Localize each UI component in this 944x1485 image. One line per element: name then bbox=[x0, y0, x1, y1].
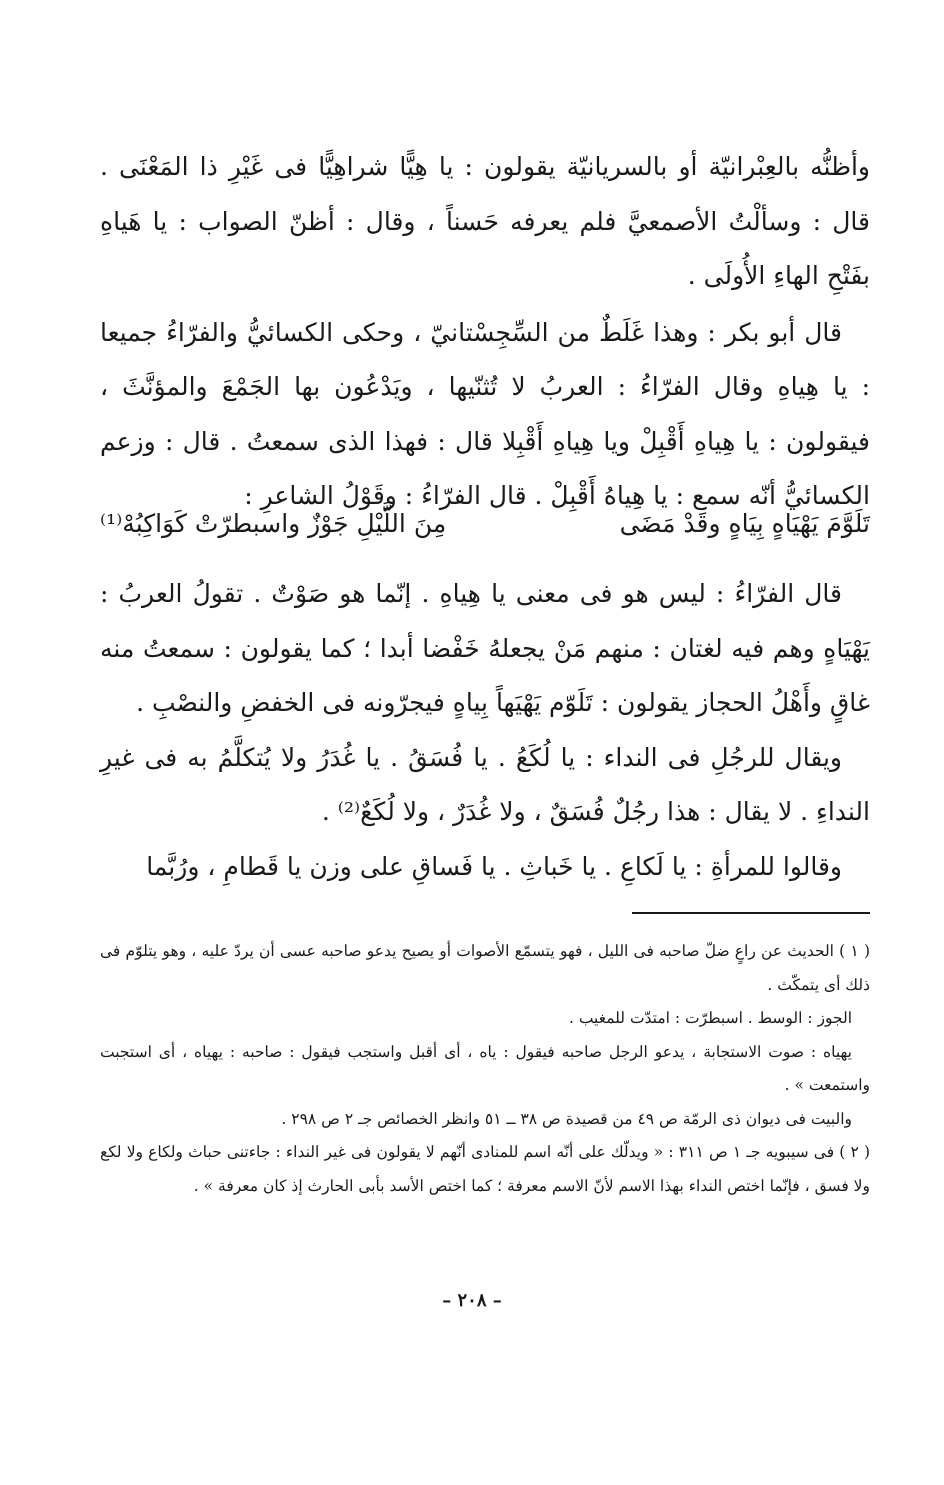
verse-first-hemistich: تَلَوَّمَ يَهْيَاهٍ بِيَاهٍ وقَدْ مَضَى bbox=[619, 509, 870, 538]
main-text-continued bbox=[100, 567, 870, 894]
paragraph-1: وأظنُّه بالعِبْرانيّة أو بالسريانيّة يقولون : يا هِيًّا شراهِيًّا فى غَيْرِ ذا المَعْنَى . قال : وسألْتُ الأصمعيَّ فلم يعرفه حَسناً ، وقال : أظنّ الصواب : يا هَياهِ بفَتْحِ الهاءِ الأُولَى . bbox=[100, 152, 870, 290]
footnote-1: ( ١ ) الحديث عن راعٍ ضلّ صاحبه فى الليل ، فهو يتسمّع الأصوات أو يصيح يدعو صاحبه عسى أن يردّ عليه ، وهو يتلوّم فى ذلك أى يتمكّث . bbox=[100, 942, 870, 994]
footnote-1-source: والبيت فى ديوان ذى الرمّة ص ٤٩ من قصيدة ص ٣٨ ــ ٥١ وانظر الخصائص جـ ٢ ص ٢٩٨ . bbox=[281, 1109, 852, 1128]
paragraph-4: ويقال للرجُلِ فى النداء : يا لُكَعُ . يا فُسَقُ . يا غُدَرُ ولا يُتكلَّمُ به فى غيرِ النداءِ . لا يقال : هذا رجُلٌ فُسَقٌ ، ولا غُدَرٌ ، ولا لُكَعٌ⁽²⁾ . bbox=[100, 742, 870, 826]
main-text bbox=[100, 140, 870, 524]
verse-second-hemistich: مِنَ اللَّيْلِ جَوْزٌ واسبطرّتْ كَوَاكِبُهْ⁽¹⁾ bbox=[100, 509, 447, 538]
footnote-separator bbox=[632, 912, 870, 914]
footnote-1-gloss-a: الجوز : الوسط . اسبطرّت : امتدّت للمغيب . bbox=[568, 1009, 852, 1027]
poetry-verse bbox=[100, 497, 870, 551]
footnote-1-gloss-b: يهياه : صوت الاستجابة ، يدعو الرجل صاحبه فيقول : ياه ، أى أقبل واستجب فيقول : صاحبه : يهياه ، أى استجبت واستمعت » . bbox=[100, 1042, 870, 1094]
footnotes bbox=[100, 935, 870, 1203]
footnote-2: ( ٢ ) فى سيبويه جـ ١ ص ٣١١ : « ويدلّك على أنّه اسم للمنادى أنّهم لا يقولون فى غير النداء : جاءتنى حباث ولكاع ولا لكع ولا فسق ، فإنّما اختص النداء بهذا الاسم لأنّ الاسم معرفة ؛ كما اختص الأسد بأبى الحارث إذ كان معرفة » . bbox=[100, 1143, 871, 1195]
paragraph-3: قال الفرّاءُ : ليس هو فى معنى يا هِياهِ . إنّما هو صَوْتٌ . تقولُ العربُ : يَهْيَاهٍ وهم فيه لغتان : منهم مَنْ يجعلهُ خَفْضا أبدا ؛ كما يقولون : سمعتُ منه غاقٍ وأَهْلُ الحجاز يقولون : تَلَوّم يَهْيَهاً بِياهٍ فيجرّونه فى الخفضِ والنصْبِ . bbox=[100, 579, 870, 717]
page-number: – ٢٠٨ – bbox=[442, 1290, 502, 1311]
paragraph-2: قال أبو بكر : وهذا غَلَطٌ من السِّجِسْتانيّ ، وحكى الكسائيُّ والفرّاءُ جميعا : يا هِياهِ وقال الفرّاءُ : العربُ لا تُثنّيها ، ويَدْعُون بها الجَمْعَ والمؤنَّثَ ، فيقولون : يا هِياهِ أَقْبِلْ ويا هِياهِ أَقْبِلا قال : فهذا الذى سمعتُ . قال : وزعم الكسائيُّ أنّه سمع : يا هِياهُ أَقْبِلْ . قال الفرّاءُ : وقَوْلُ الشاعرِ : bbox=[100, 317, 870, 510]
paragraph-5: وقالوا للمرأةِ : يا لَكاعِ . يا خَباثِ . يا فَساقِ على وزن يا قَطامِ ، ورُبَّما bbox=[146, 851, 842, 881]
